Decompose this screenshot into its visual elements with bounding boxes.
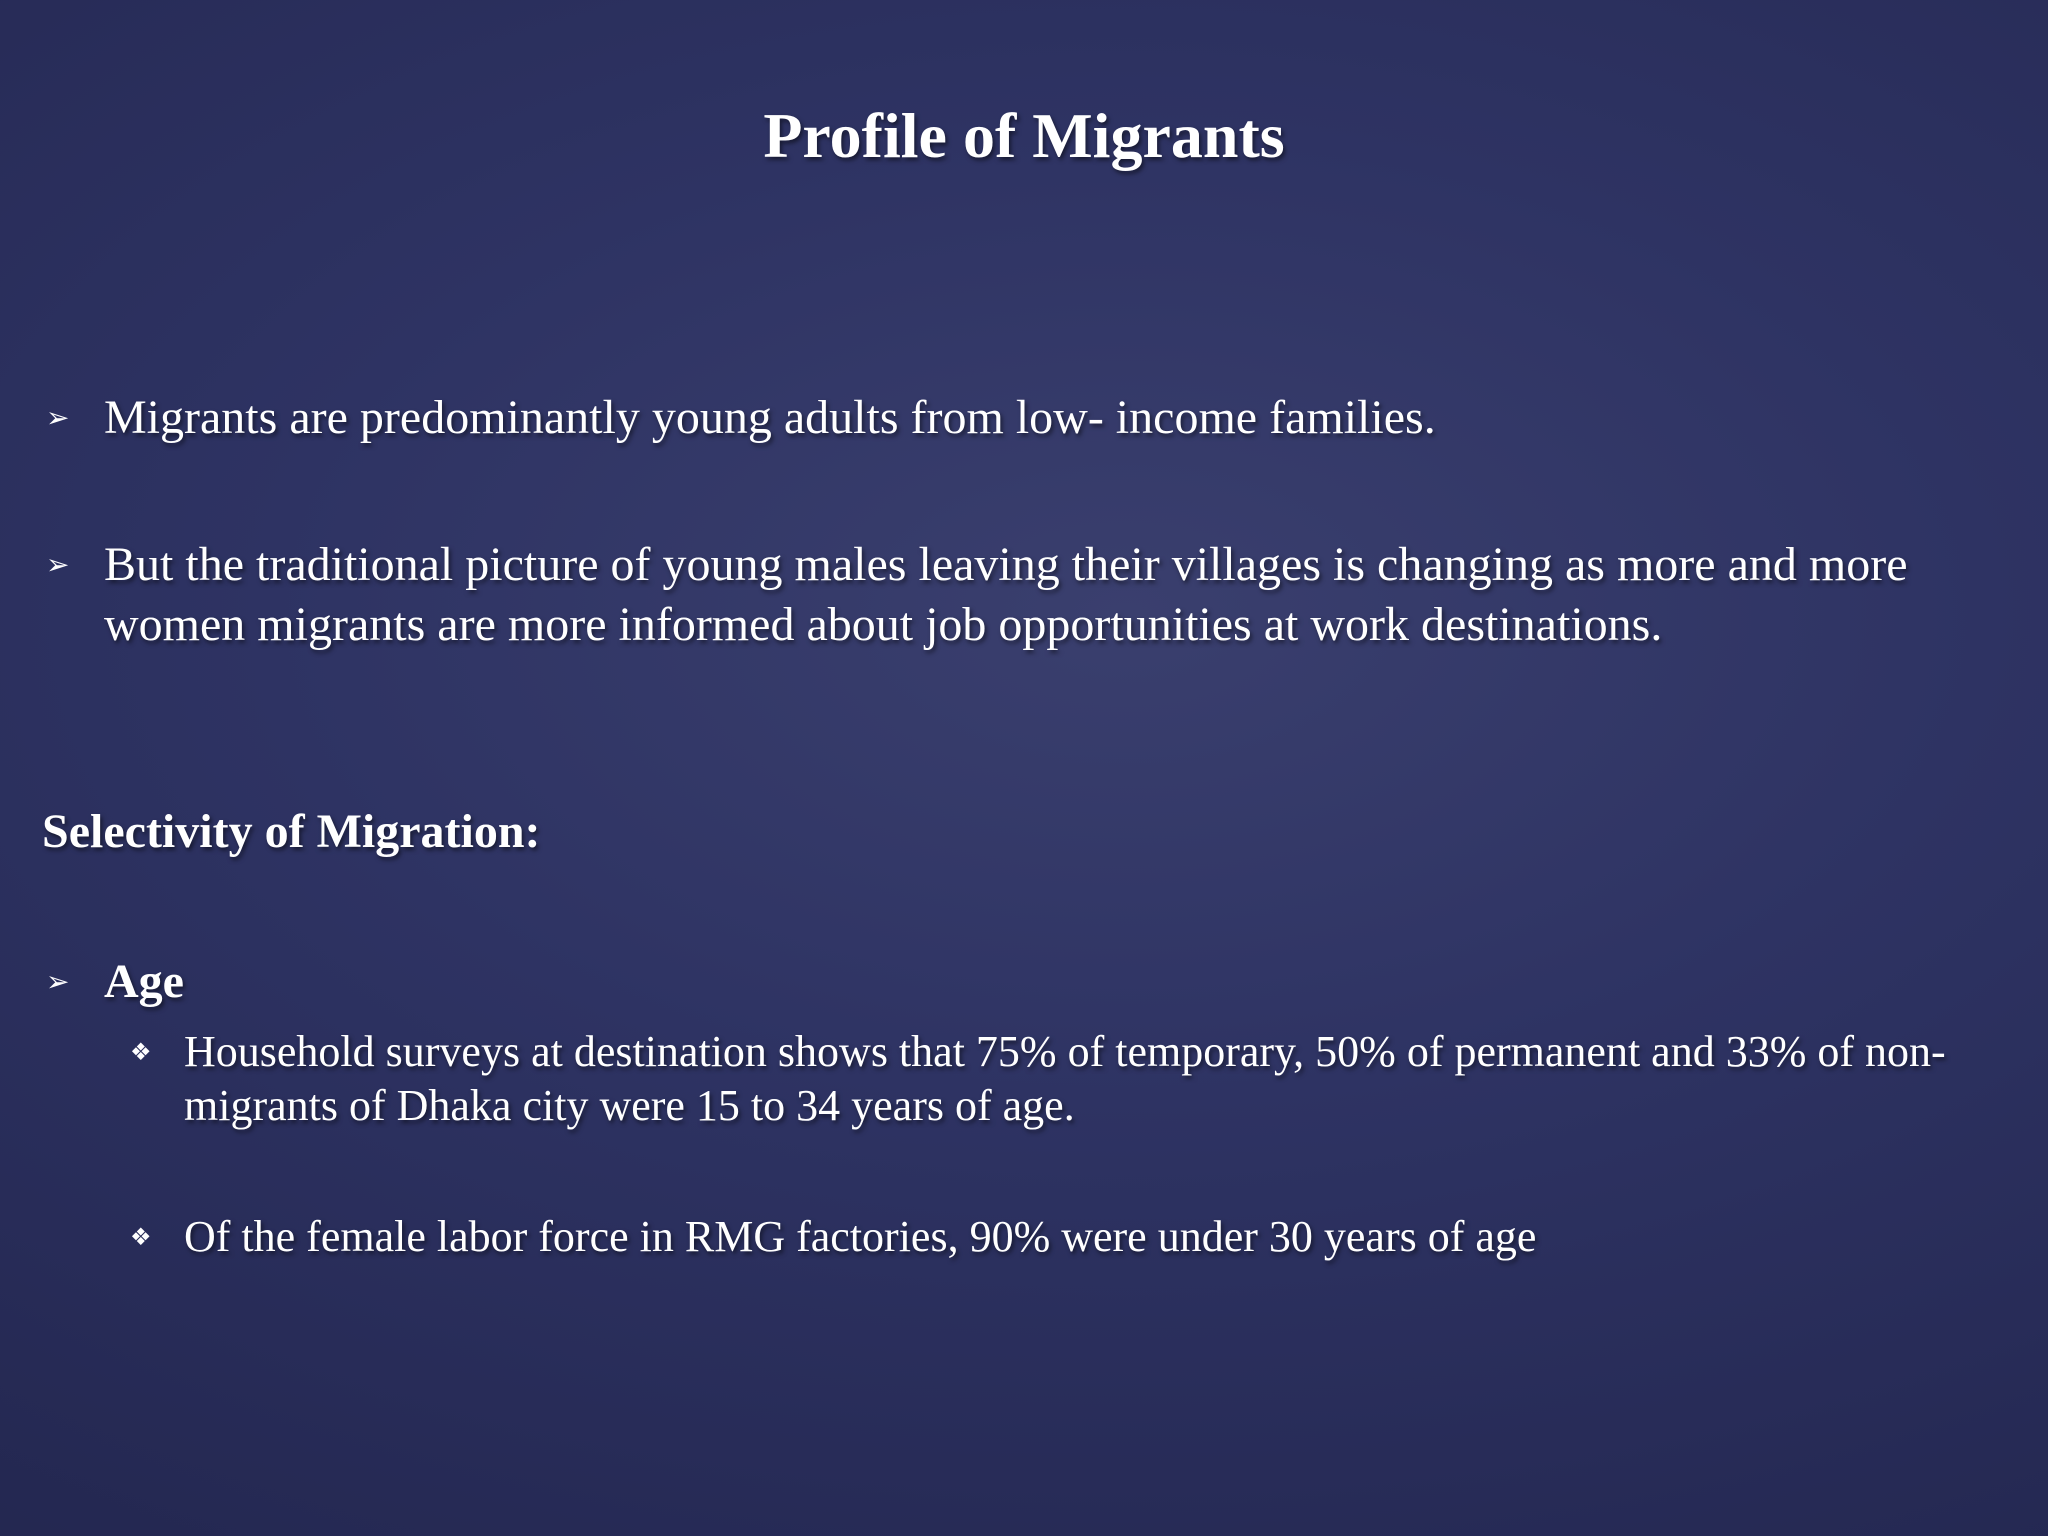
bullet-text: Migrants are predominantly young adults from low- income families. (104, 391, 1436, 444)
arrow-bullet-icon: ➢ (46, 965, 70, 998)
bullet-item (40, 535, 2018, 655)
arrow-bullet-icon: ➢ (46, 548, 70, 581)
diamond-bullet-icon: ❖ (130, 1038, 152, 1066)
bullet-item (40, 388, 2018, 448)
bullet-text: But the traditional picture of young males leaving their villages is changing as more and more women migrants are more informed about job opportunities at work destinations. (104, 538, 1908, 651)
bullet-label-age: Age (104, 955, 184, 1008)
sub-bullet-text: Of the female labor force in RMG factories, 90% were under 30 years of age (184, 1212, 1537, 1261)
section-heading: Selectivity of Migration: (42, 805, 541, 858)
sub-bullet-item (126, 1210, 1988, 1264)
bullet-item-age (40, 952, 2018, 1012)
slide-title: Profile of Migrants (763, 100, 1285, 171)
arrow-bullet-icon: ➢ (46, 401, 70, 434)
sub-bullet-item (126, 1025, 1988, 1133)
sub-bullet-text: Household surveys at destination shows that 75% of temporary, 50% of permanent and 33% of non-migrants of Dhaka city were 15 to 34 years of age. (184, 1027, 1946, 1130)
diamond-bullet-icon: ❖ (130, 1223, 152, 1251)
